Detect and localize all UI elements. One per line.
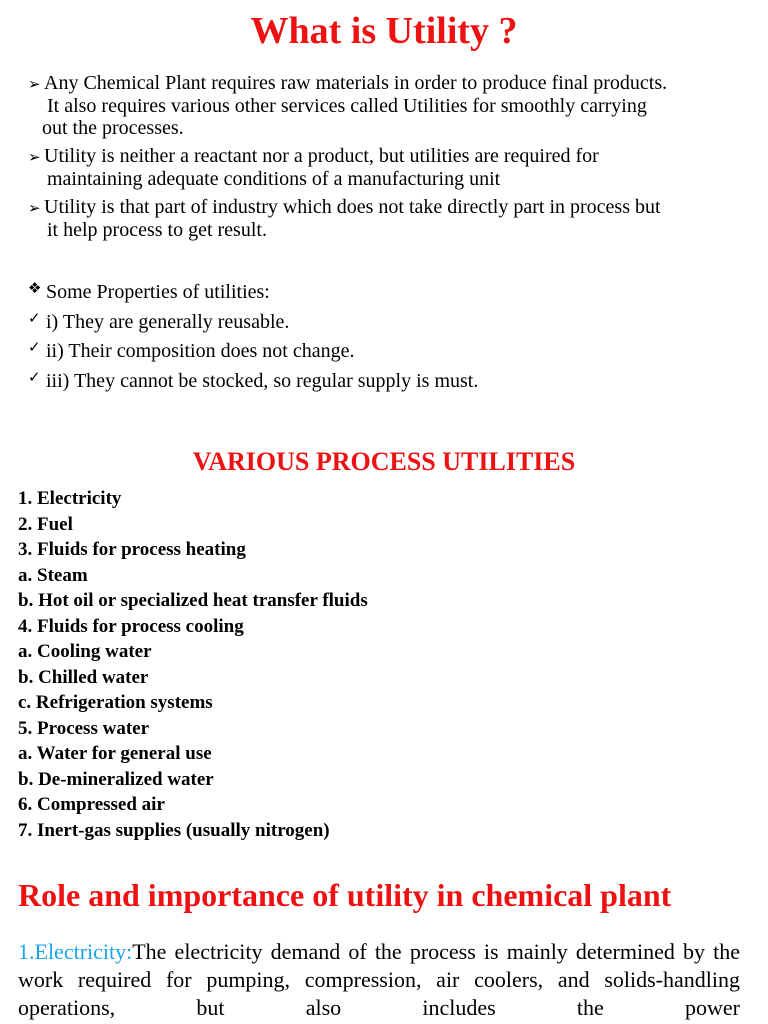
arrow-bullet-icon: ➢ xyxy=(28,199,41,217)
bullet-item-neither-reactant xyxy=(28,145,753,190)
properties-heading-row xyxy=(28,278,748,308)
bullet-line: out the processes. xyxy=(42,117,184,139)
property-text: i) They are generally reusable. xyxy=(46,310,290,333)
property-text: iii) They cannot be stocked, so regular supply is must. xyxy=(46,369,479,392)
list-item: 5. Process water xyxy=(18,717,150,739)
bullet-line: it help process to get result. xyxy=(47,219,267,241)
property-text: ii) Their composition does not change. xyxy=(46,340,355,362)
bullet-item-part-of-industry xyxy=(28,196,753,241)
property-item xyxy=(28,337,748,367)
list-item: 3. Fluids for process heating xyxy=(18,539,246,560)
electricity-label: 1.Electricity: xyxy=(18,939,133,964)
bullet-line: It also requires various other services called Utilities for smoothly carrying xyxy=(47,95,647,117)
list-item: b. Hot oil or specialized heat transfer fluids xyxy=(18,590,368,611)
list-item: 6. Compressed air xyxy=(18,794,165,815)
electricity-text: The electricity demand of the process is mainly determined by the work required for pumping, compression, air coolers, and solids-handling operations, but also includes the power xyxy=(18,939,740,1020)
list-item: b. De-mineralized water xyxy=(18,768,214,790)
list-item: 7. Inert-gas supplies (usually nitrogen) xyxy=(18,819,330,841)
bullet-line: Utility is that part of industry which does not take directly part in process but xyxy=(44,196,661,218)
page-title: What is Utility ? xyxy=(250,10,518,52)
list-item: c. Refrigeration systems xyxy=(18,692,213,713)
property-item xyxy=(28,367,748,397)
arrow-bullet-icon: ➢ xyxy=(28,75,41,93)
list-item: 4. Fluids for process cooling xyxy=(18,615,244,637)
bullet-line: Any Chemical Plant requires raw materials in order to produce final products. xyxy=(44,72,668,94)
role-heading: Role and importance of utility in chemical plant xyxy=(18,877,672,913)
electricity-paragraph xyxy=(18,938,740,1022)
property-item xyxy=(28,308,748,338)
arrow-bullet-icon: ➢ xyxy=(28,148,41,166)
list-item: 1. Electricity xyxy=(18,488,122,509)
list-item: 2. Fuel xyxy=(18,513,73,535)
utility-list xyxy=(18,486,368,843)
list-item: b. Chilled water xyxy=(18,666,149,688)
diamond-bullet-icon: ❖ xyxy=(28,279,42,297)
bullet-line: Utility is neither a reactant nor a product, but utilities are required for xyxy=(44,145,599,167)
properties-heading: Some Properties of utilities: xyxy=(46,281,270,303)
list-item: a. Cooling water xyxy=(18,641,152,662)
list-item: a. Water for general use xyxy=(18,743,212,764)
bullet-line: maintaining adequate conditions of a manufacturing unit xyxy=(47,168,501,190)
properties-section xyxy=(28,278,748,396)
checkmark-icon: ✓ xyxy=(28,308,41,327)
list-item: a. Steam xyxy=(18,564,88,586)
bullet-item-raw-materials xyxy=(28,72,753,139)
checkmark-icon: ✓ xyxy=(28,338,41,356)
various-utilities-heading: VARIOUS PROCESS UTILITIES xyxy=(192,447,576,476)
checkmark-icon: ✓ xyxy=(28,367,41,386)
